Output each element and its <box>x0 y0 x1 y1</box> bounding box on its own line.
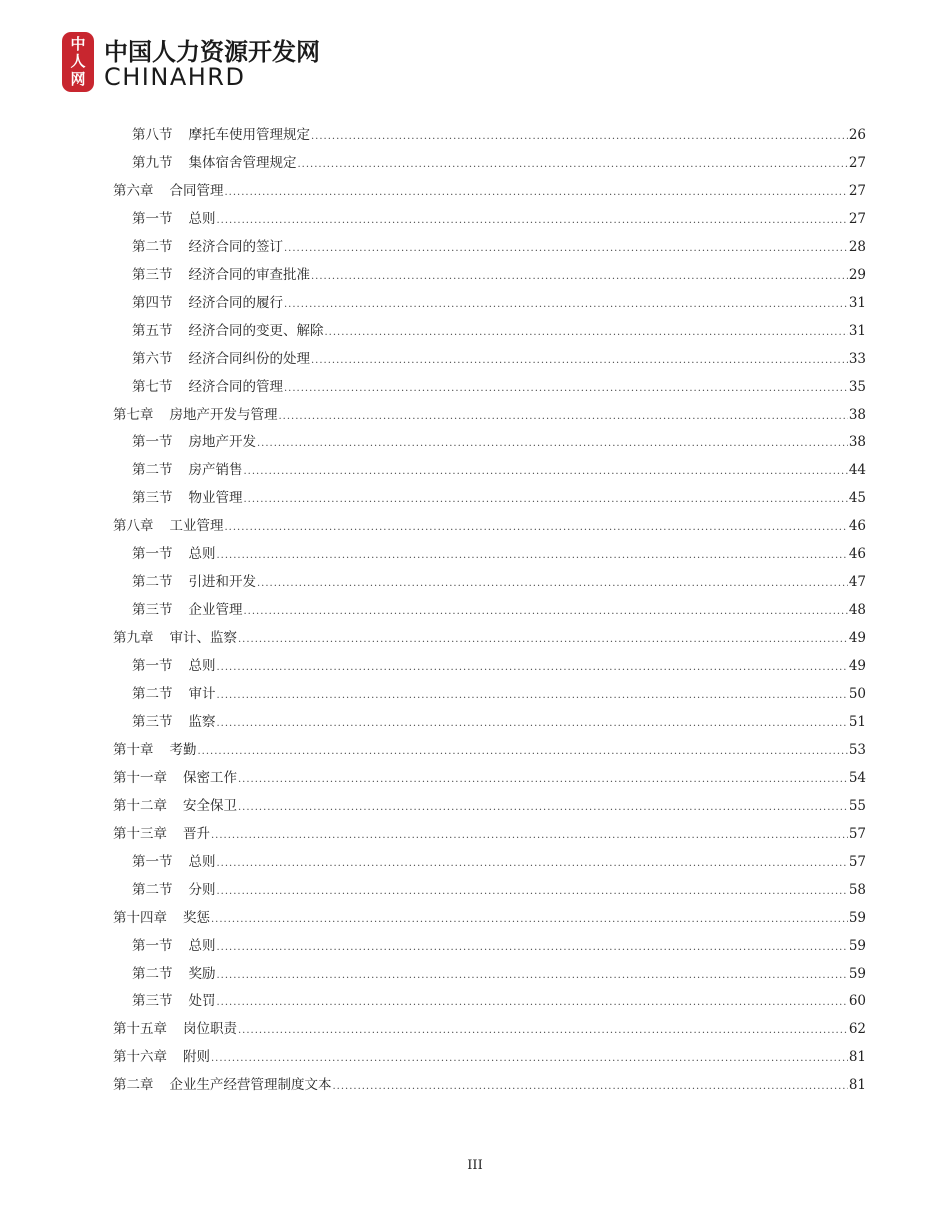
toc-entry-title: 房地产开发与管理 <box>169 406 278 423</box>
toc-chapter-entry[interactable] <box>113 761 866 787</box>
toc-section-entry[interactable] <box>132 258 866 284</box>
toc-dot-leader <box>217 685 848 703</box>
toc-entry-number: 第二节 <box>132 686 173 702</box>
toc-entry-title: 摩托车使用管理规定 <box>188 127 310 143</box>
toc-entry-page: 31 <box>848 322 866 339</box>
toc-entry-page: 53 <box>848 741 866 758</box>
toc-entry-title: 经济合同的管理 <box>188 378 283 395</box>
toc-entry-title: 安全保卫 <box>183 797 237 814</box>
toc-entry-number: 第六章 <box>113 182 154 199</box>
toc-entry-title: 附则 <box>183 1049 210 1066</box>
toc-entry-title: 奖惩 <box>183 909 210 926</box>
toc-entry-number: 第四节 <box>132 294 173 311</box>
toc-entry-page: 45 <box>848 490 866 507</box>
toc-section-entry[interactable] <box>132 649 866 675</box>
toc-dot-leader <box>311 350 848 368</box>
toc-dot-leader <box>244 461 848 479</box>
toc-dot-leader <box>257 573 848 591</box>
logo-badge-char: 人 <box>70 52 86 71</box>
toc-section-entry[interactable] <box>132 537 866 563</box>
toc-chapter-entry[interactable] <box>113 1012 866 1038</box>
toc-entry-title: 总则 <box>188 210 216 227</box>
toc-dot-leader <box>238 797 848 815</box>
toc-entry-page: 38 <box>848 434 866 451</box>
toc-dot-leader <box>211 1048 848 1066</box>
toc-entry-number: 第九节 <box>132 154 173 171</box>
toc-dot-leader <box>211 909 848 927</box>
toc-section-entry[interactable] <box>132 118 866 144</box>
toc-dot-leader <box>217 545 848 563</box>
toc-chapter-entry[interactable] <box>113 817 866 843</box>
toc-chapter-entry[interactable] <box>113 509 866 535</box>
toc-entry-title: 物业管理 <box>188 490 243 507</box>
toc-dot-leader <box>211 825 848 843</box>
toc-entry-title: 房产销售 <box>188 462 243 479</box>
toc-entry-title: 经济合同的签订 <box>188 238 283 255</box>
toc-section-entry[interactable] <box>132 453 866 479</box>
toc-dot-leader <box>284 294 848 312</box>
toc-section-entry[interactable] <box>132 873 866 899</box>
toc-entry-title: 岗位职责 <box>183 1021 237 1038</box>
toc-entry-page: 59 <box>848 965 866 982</box>
toc-dot-leader <box>217 937 848 955</box>
toc-section-entry[interactable] <box>132 370 866 396</box>
toc-dot-leader <box>284 378 848 396</box>
toc-entry-page: 54 <box>848 769 866 786</box>
toc-entry-title: 工业管理 <box>169 518 224 535</box>
toc-entry-number: 第二节 <box>132 238 173 255</box>
toc-entry-page: 48 <box>848 602 866 619</box>
toc-entry-page: 46 <box>848 518 866 535</box>
toc-chapter-entry[interactable] <box>113 1040 866 1066</box>
toc-entry-number: 第六节 <box>132 350 173 367</box>
toc-entry-title: 审计 <box>188 686 216 702</box>
logo-badge-char: 网 <box>70 69 86 88</box>
toc-entry-page: 58 <box>848 881 866 898</box>
toc-entry-number: 第三节 <box>132 266 173 283</box>
toc-section-entry[interactable] <box>132 230 866 256</box>
toc-dot-leader <box>284 238 848 256</box>
toc-section-entry[interactable] <box>132 286 866 312</box>
toc-entry-number: 第三节 <box>132 713 173 730</box>
toc-entry-page: 60 <box>848 993 866 1010</box>
toc-entry-page: 50 <box>848 686 866 702</box>
toc-dot-leader <box>244 489 848 507</box>
toc-dot-leader <box>217 210 848 228</box>
toc-entry-title: 审计、监察 <box>169 630 237 647</box>
toc-entry-title: 企业生产经营管理制度文本 <box>169 1077 332 1094</box>
toc-section-entry[interactable] <box>132 593 866 619</box>
toc-dot-leader <box>325 322 848 340</box>
toc-dot-leader <box>217 713 848 731</box>
toc-entry-title: 集体宿舍管理规定 <box>188 154 297 171</box>
toc-entry-page: 26 <box>848 127 866 143</box>
toc-dot-leader <box>311 126 848 144</box>
toc-entry-title: 奖励 <box>188 965 216 982</box>
toc-entry-number: 第十章 <box>113 741 154 758</box>
toc-entry-number: 第一节 <box>132 658 173 675</box>
toc-entry-page: 33 <box>848 350 866 367</box>
logo-chinese-name: 中国人力资源开发网 <box>104 38 320 66</box>
toc-section-entry[interactable] <box>132 957 866 983</box>
toc-section-entry[interactable] <box>132 202 866 228</box>
toc-entry-number: 第一节 <box>132 853 173 870</box>
toc-dot-leader <box>217 992 848 1010</box>
toc-entry-page: 47 <box>848 574 866 591</box>
toc-chapter-entry[interactable] <box>113 398 866 424</box>
toc-entry-page: 62 <box>848 1021 866 1038</box>
toc-entry-page: 49 <box>848 658 866 675</box>
toc-entry-title: 经济合同的履行 <box>188 294 283 311</box>
toc-entry-title: 晋升 <box>183 825 210 842</box>
toc-entry-title: 经济合同的审查批准 <box>188 266 310 283</box>
toc-entry-number: 第一节 <box>132 546 173 563</box>
toc-entry-title: 总则 <box>188 658 216 675</box>
toc-section-entry[interactable] <box>132 342 866 368</box>
toc-entry-title: 考勤 <box>169 741 197 758</box>
toc-entry-title: 引进和开发 <box>188 574 256 591</box>
toc-entry-page: 29 <box>848 266 866 283</box>
toc-dot-leader <box>238 769 848 787</box>
toc-dot-leader <box>225 182 848 200</box>
toc-entry-page: 27 <box>848 154 866 171</box>
toc-section-entry[interactable] <box>132 929 866 955</box>
toc-entry-title: 总则 <box>188 546 216 563</box>
toc-chapter-entry[interactable] <box>113 789 866 815</box>
toc-entry-page: 55 <box>848 797 866 814</box>
toc-entry-number: 第七节 <box>132 378 173 395</box>
toc-entry-page: 49 <box>848 630 866 647</box>
logo-english-name: CHINAHRD <box>104 63 246 91</box>
toc-dot-leader <box>333 1076 848 1094</box>
toc-section-entry[interactable] <box>132 565 866 591</box>
toc-dot-leader <box>238 1020 848 1038</box>
toc-dot-leader <box>217 881 848 899</box>
toc-entry-number: 第十三章 <box>113 825 167 842</box>
toc-chapter-entry[interactable] <box>113 621 866 647</box>
toc-entry-page: 44 <box>848 462 866 479</box>
toc-entry-title: 企业管理 <box>188 602 243 619</box>
toc-section-entry[interactable] <box>132 314 866 340</box>
toc-chapter-entry[interactable] <box>113 174 866 200</box>
toc-dot-leader <box>298 154 848 172</box>
toc-entry-page: 59 <box>848 937 866 954</box>
toc-entry-number: 第五节 <box>132 322 173 339</box>
toc-dot-leader <box>225 517 848 535</box>
toc-section-entry[interactable] <box>132 425 866 451</box>
toc-chapter-entry[interactable] <box>113 733 866 759</box>
toc-entry-number: 第八节 <box>132 127 173 143</box>
toc-entry-page: 81 <box>848 1049 866 1066</box>
toc-entry-title: 经济合同的变更、解除 <box>188 322 324 339</box>
toc-entry-page: 46 <box>848 546 866 563</box>
toc-entry-title: 处罚 <box>188 993 216 1010</box>
toc-entry-page: 81 <box>848 1077 866 1094</box>
toc-dot-leader <box>279 406 848 424</box>
logo-badge-char: 中 <box>70 35 86 54</box>
toc-dot-leader <box>217 965 848 983</box>
toc-entry-number: 第二节 <box>132 965 173 982</box>
toc-dot-leader <box>217 853 848 871</box>
toc-entry-page: 35 <box>848 378 866 395</box>
toc-dot-leader <box>257 433 848 451</box>
toc-entry-page: 51 <box>848 713 866 730</box>
toc-entry-number: 第十五章 <box>113 1021 167 1038</box>
toc-dot-leader <box>311 266 848 284</box>
toc-entry-number: 第十四章 <box>113 909 167 926</box>
toc-entry-title: 分则 <box>188 881 216 898</box>
toc-chapter-entry[interactable] <box>113 1068 866 1094</box>
toc-entry-number: 第七章 <box>113 406 154 423</box>
toc-entry-title: 总则 <box>188 853 216 870</box>
toc-entry-title: 总则 <box>188 937 216 954</box>
toc-dot-leader <box>238 629 848 647</box>
toc-entry-number: 第一节 <box>132 210 173 227</box>
toc-section-entry[interactable] <box>132 984 866 1010</box>
toc-entry-page: 28 <box>848 238 866 255</box>
toc-entry-title: 监察 <box>188 713 216 730</box>
toc-entry-number: 第八章 <box>113 518 154 535</box>
toc-entry-number: 第二节 <box>132 462 173 479</box>
toc-section-entry[interactable] <box>132 677 866 703</box>
toc-entry-page: 38 <box>848 406 866 423</box>
chinahrd-logo <box>62 30 352 94</box>
toc-entry-number: 第二节 <box>132 574 173 591</box>
toc-entry-page: 57 <box>848 825 866 842</box>
toc-section-entry[interactable] <box>132 845 866 871</box>
toc-entry-number: 第二章 <box>113 1077 154 1094</box>
toc-entry-number: 第三节 <box>132 490 173 507</box>
toc-entry-number: 第九章 <box>113 630 154 647</box>
page-number: III <box>467 1158 483 1173</box>
toc-entry-number: 第三节 <box>132 993 173 1010</box>
toc-entry-page: 27 <box>848 182 866 199</box>
toc-entry-title: 合同管理 <box>169 182 224 199</box>
toc-entry-number: 第十六章 <box>113 1049 167 1066</box>
toc-section-entry[interactable] <box>132 705 866 731</box>
toc-entry-page: 59 <box>848 909 866 926</box>
toc-entry-number: 第十二章 <box>113 797 167 814</box>
toc-entry-title: 房地产开发 <box>188 434 256 451</box>
logo-badge-icon <box>62 32 94 92</box>
toc-entry-number: 第二节 <box>132 881 173 898</box>
toc-entry-number: 第十一章 <box>113 769 167 786</box>
toc-dot-leader <box>217 657 848 675</box>
toc-entry-page: 31 <box>848 294 866 311</box>
toc-chapter-entry[interactable] <box>113 901 866 927</box>
toc-entry-page: 57 <box>848 853 866 870</box>
toc-dot-leader <box>244 601 848 619</box>
toc-section-entry[interactable] <box>132 146 866 172</box>
toc-entry-number: 第一节 <box>132 434 173 451</box>
toc-entry-number: 第一节 <box>132 937 173 954</box>
toc-entry-title: 保密工作 <box>183 769 237 786</box>
toc-section-entry[interactable] <box>132 481 866 507</box>
toc-entry-number: 第三节 <box>132 602 173 619</box>
toc-entry-page: 27 <box>848 210 866 227</box>
toc-dot-leader <box>198 741 848 759</box>
toc-entry-title: 经济合同纠份的处理 <box>188 350 310 367</box>
